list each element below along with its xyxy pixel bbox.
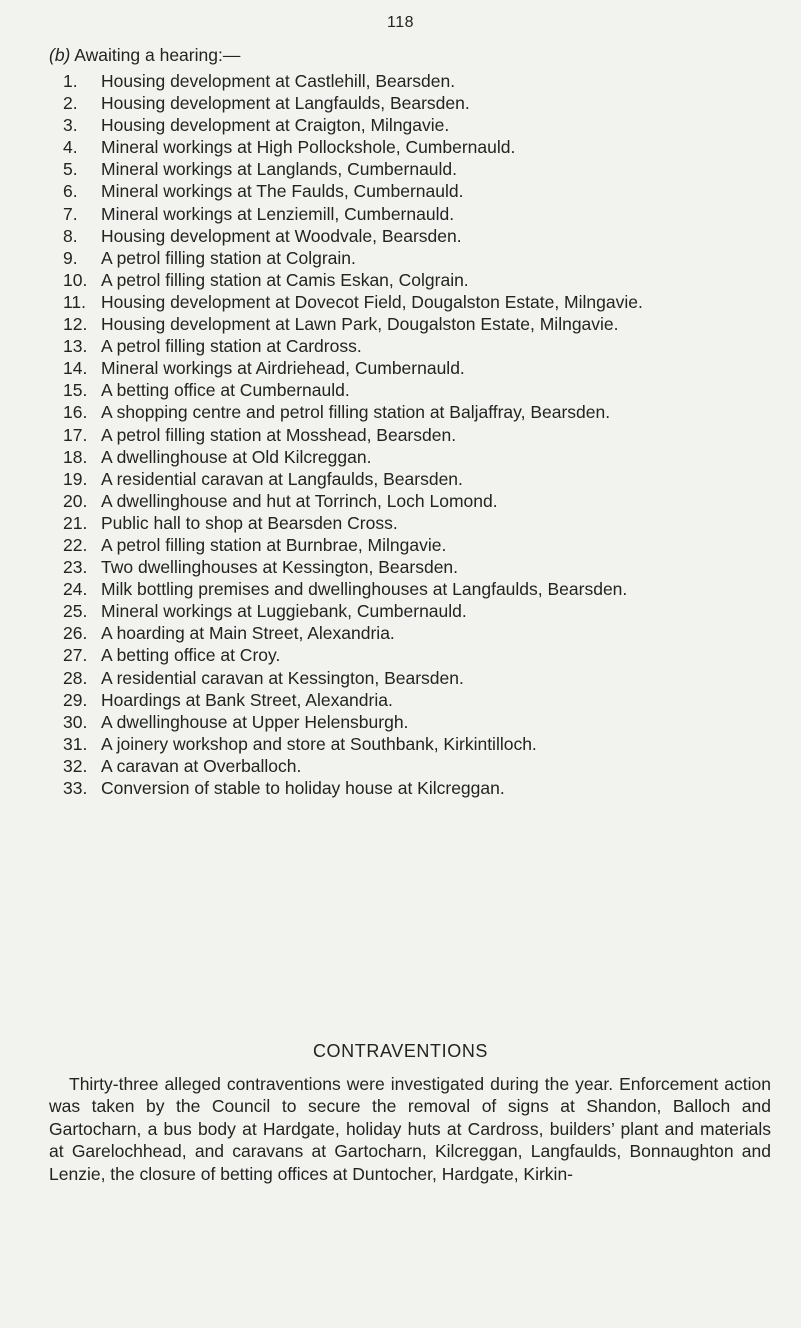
list-item-text: A betting office at Cumbernauld. bbox=[101, 380, 350, 401]
list-item-text: A residential caravan at Kessington, Bearsden. bbox=[101, 667, 464, 688]
list-item-text: A petrol filling station at Colgrain. bbox=[101, 247, 356, 268]
list-item-number: 29. bbox=[63, 689, 88, 710]
list-item bbox=[63, 180, 773, 202]
list-item bbox=[63, 689, 773, 711]
list-item-number: 33. bbox=[63, 778, 88, 798]
list-item-number: 23. bbox=[63, 557, 88, 578]
list-item-number: 13. bbox=[63, 336, 88, 357]
list-item bbox=[63, 556, 773, 578]
list-item bbox=[63, 92, 773, 114]
list-item bbox=[63, 733, 773, 755]
page-number: 118 bbox=[386, 14, 414, 31]
list-item-text: Mineral workings at High Pollockshole, Cumbernauld. bbox=[101, 137, 516, 158]
list-item-text: Mineral workings at Luggiebank, Cumbernauld. bbox=[101, 601, 467, 622]
list-item bbox=[63, 512, 773, 534]
list-item-text: Milk bottling premises and dwellinghouses at Langfaulds, Bearsden. bbox=[101, 579, 628, 600]
list-item-number: 30. bbox=[63, 711, 88, 732]
list-item-number: 3. bbox=[63, 115, 78, 136]
list-item-text: Mineral workings at Langlands, Cumbernauld. bbox=[101, 159, 458, 180]
list-item bbox=[63, 70, 773, 92]
list-item bbox=[63, 578, 773, 600]
list-item-number: 11. bbox=[63, 291, 87, 312]
list-item-text: A petrol filling station at Mosshead, Bearsden. bbox=[101, 424, 457, 445]
list-item-number: 17. bbox=[63, 424, 88, 445]
list-item bbox=[63, 158, 773, 180]
list-item-number: 25. bbox=[63, 601, 88, 622]
list-item bbox=[63, 755, 773, 777]
list-item bbox=[63, 446, 773, 468]
list-item-text: Housing development at Lawn Park, Dougalston Estate, Milngavie. bbox=[101, 314, 619, 335]
contraventions-paragraph: Thirty-three alleged contraventions were investigated during the year. Enforcement action was taken by the Council to secure the removal of signs at Shandon, Balloch and Gartocharn, a bus body at Hardgate, holiday huts at Cardross, builders’ plant and materials at Garelochhead, and caravans at Gartocharn, Kilcreggan, Langfaulds, Bonnaughton and Lenzie, the closure of betting offices at Duntocher, Hardgate, Kirkin- bbox=[49, 1074, 771, 1184]
list-item-number: 14. bbox=[63, 358, 88, 379]
list-item-text: A dwellinghouse at Upper Helensburgh. bbox=[101, 711, 409, 732]
list-item bbox=[63, 490, 773, 512]
list-item-number: 12. bbox=[63, 314, 88, 335]
list-item-number: 21. bbox=[63, 512, 88, 533]
list-item-text: A petrol filling station at Camis Eskan, Colgrain. bbox=[101, 269, 469, 290]
list-item bbox=[63, 114, 773, 136]
list-item-number: 20. bbox=[63, 490, 88, 511]
list-item-text: A dwellinghouse at Old Kilcreggan. bbox=[101, 446, 372, 467]
list-item-number: 4. bbox=[63, 137, 78, 158]
list-item bbox=[63, 777, 773, 799]
list-item-number: 6. bbox=[63, 181, 78, 202]
list-item-number: 5. bbox=[63, 159, 78, 180]
list-item-text: A betting office at Croy. bbox=[101, 645, 281, 666]
list-item bbox=[63, 335, 773, 357]
list-item-text: A shopping centre and petrol filling station at Baljaffray, Bearsden. bbox=[101, 402, 611, 423]
list-item bbox=[63, 269, 773, 291]
list-item-text: Two dwellinghouses at Kessington, Bearsden. bbox=[101, 557, 459, 578]
list-item-text: A petrol filling station at Burnbrae, Milngavie. bbox=[101, 534, 447, 555]
list-item-text: Public hall to shop at Bearsden Cross. bbox=[101, 512, 398, 533]
list-item-number: 9. bbox=[63, 247, 78, 268]
list-item-text: A caravan at Overballoch. bbox=[101, 755, 302, 776]
list-item-text: Housing development at Dovecot Field, Dougalston Estate, Milngavie. bbox=[101, 291, 643, 312]
list-item bbox=[63, 468, 773, 490]
list-item-text: A residential caravan at Langfaulds, Bearsden. bbox=[101, 468, 463, 489]
list-item-text: Conversion of stable to holiday house at Kilcreggan. bbox=[101, 778, 505, 798]
list-item-number: 7. bbox=[63, 203, 78, 224]
list-item-text: Housing development at Craigton, Milngavie. bbox=[101, 115, 450, 136]
list-item-text: A petrol filling station at Cardross. bbox=[101, 336, 362, 357]
list-item bbox=[63, 711, 773, 733]
list-item-text: Hoardings at Bank Street, Alexandria. bbox=[101, 689, 393, 710]
list-item bbox=[63, 667, 773, 689]
list-item bbox=[63, 225, 773, 247]
list-item bbox=[63, 534, 773, 556]
list-item-number: 1. bbox=[63, 71, 78, 91]
list-item-number: 26. bbox=[63, 623, 88, 644]
list-item bbox=[63, 600, 773, 622]
list-item bbox=[63, 136, 773, 158]
list-item bbox=[63, 644, 773, 666]
list-item-text: Housing development at Langfaulds, Bearsden. bbox=[101, 93, 470, 114]
list-item bbox=[63, 401, 773, 423]
list-item-number: 10. bbox=[63, 269, 88, 290]
list-item-number: 32. bbox=[63, 755, 88, 776]
hearing-list bbox=[63, 70, 773, 799]
list-item bbox=[63, 247, 773, 269]
list-item-number: 8. bbox=[63, 225, 78, 246]
list-item-text: Mineral workings at Lenziemill, Cumbernauld. bbox=[101, 203, 455, 224]
section-label: (b) bbox=[49, 45, 71, 65]
list-item bbox=[63, 622, 773, 644]
list-item-text: A hoarding at Main Street, Alexandria. bbox=[101, 623, 395, 644]
section-heading bbox=[49, 44, 240, 66]
list-item bbox=[63, 424, 773, 446]
list-item-text: Housing development at Woodvale, Bearsden. bbox=[101, 225, 462, 246]
list-item bbox=[63, 291, 773, 313]
list-item-text: A joinery workshop and store at Southbank, Kirkintilloch. bbox=[101, 733, 537, 754]
list-item-number: 28. bbox=[63, 667, 88, 688]
list-item-number: 22. bbox=[63, 534, 88, 555]
list-item-number: 31. bbox=[63, 733, 88, 754]
section-title: Awaiting a hearing:— bbox=[74, 45, 241, 65]
list-item bbox=[63, 357, 773, 379]
list-item-number: 24. bbox=[63, 579, 88, 600]
list-item-number: 27. bbox=[63, 645, 88, 666]
list-item-number: 19. bbox=[63, 468, 88, 489]
list-item-text: A dwellinghouse and hut at Torrinch, Loch Lomond. bbox=[101, 490, 498, 511]
list-item bbox=[63, 379, 773, 401]
list-item-text: Mineral workings at The Faulds, Cumbernauld. bbox=[101, 181, 464, 202]
contraventions-heading: CONTRAVENTIONS bbox=[312, 1041, 489, 1061]
list-item-text: Housing development at Castlehill, Bearsden. bbox=[101, 71, 456, 91]
list-item bbox=[63, 203, 773, 225]
list-item-text: Mineral workings at Airdriehead, Cumbernauld. bbox=[101, 358, 465, 379]
list-item-number: 2. bbox=[63, 93, 78, 114]
list-item-number: 18. bbox=[63, 446, 88, 467]
list-item-number: 15. bbox=[63, 380, 88, 401]
list-item bbox=[63, 313, 773, 335]
list-item-number: 16. bbox=[63, 402, 88, 423]
